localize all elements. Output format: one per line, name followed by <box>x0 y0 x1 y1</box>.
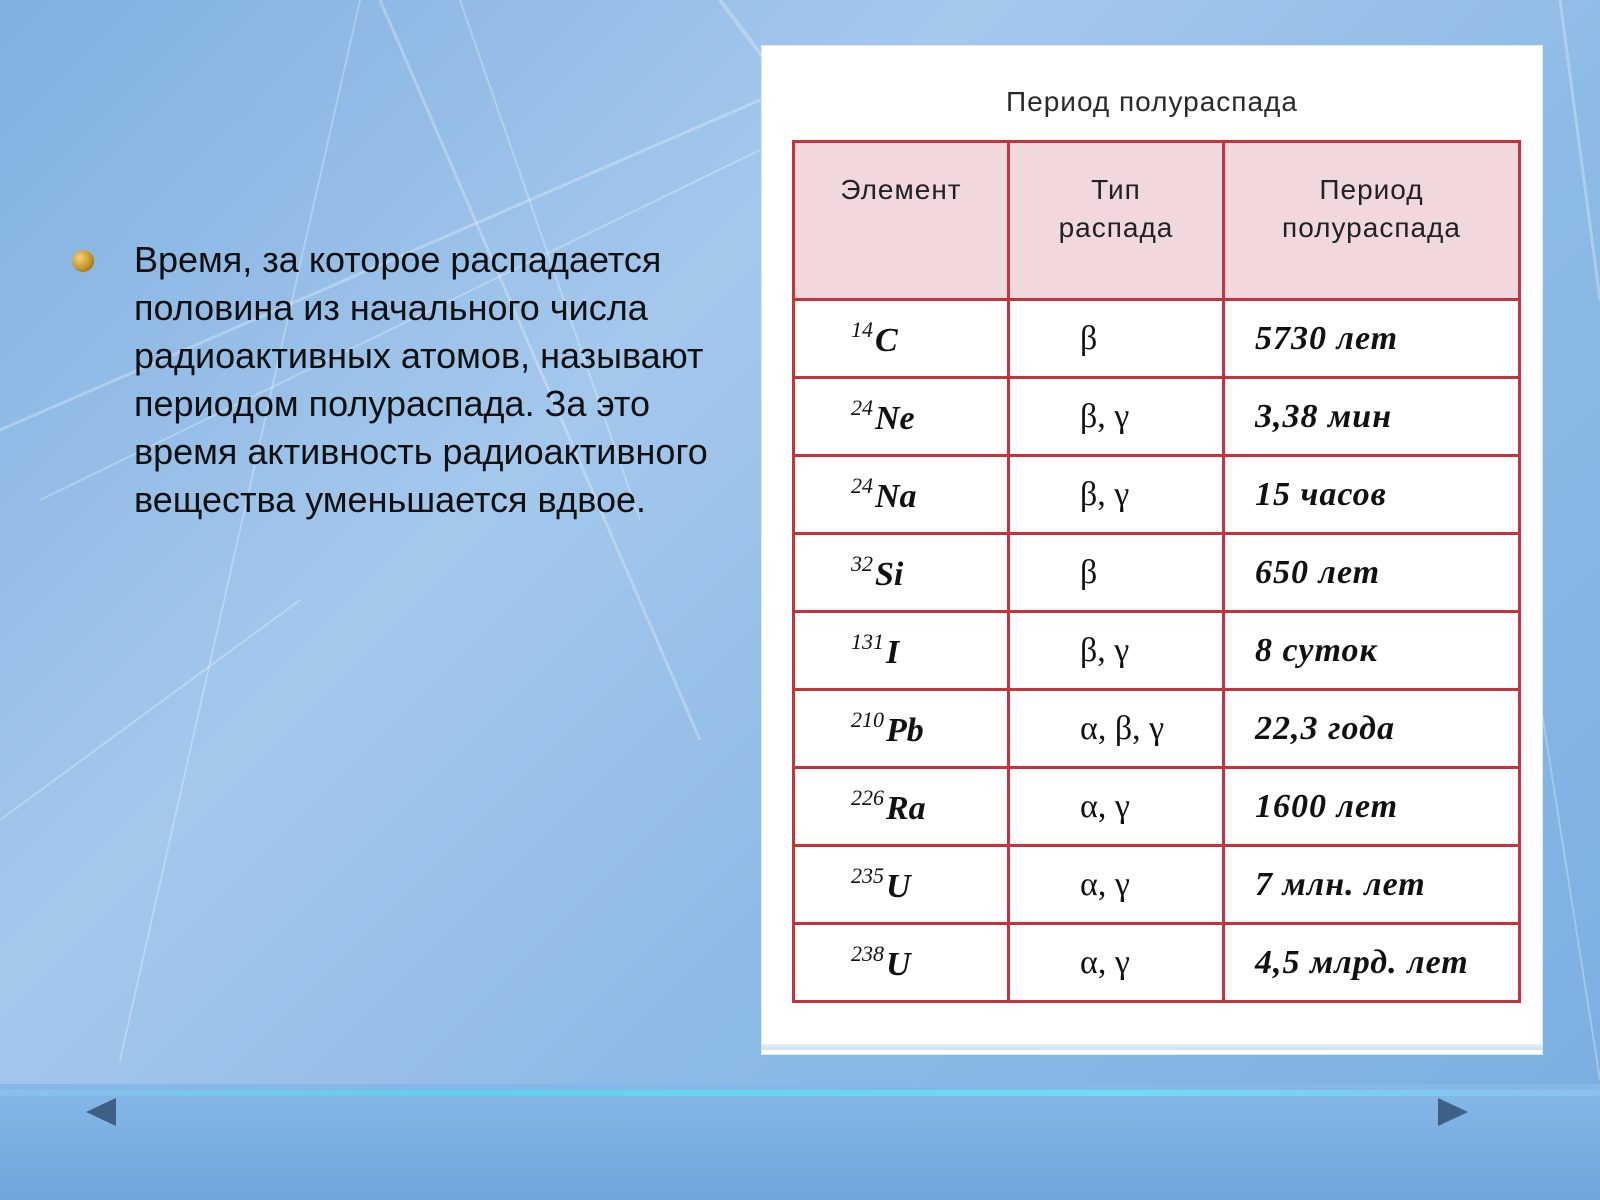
element-cell <box>794 768 1009 846</box>
table-row <box>794 690 1520 768</box>
triangle-left-icon <box>82 1094 122 1130</box>
table-row <box>794 300 1520 378</box>
element-cell <box>794 534 1009 612</box>
element-symbol: Na <box>875 478 917 515</box>
period-cell: 22,3 года <box>1224 690 1520 768</box>
table-title: Период полураспада <box>1006 86 1298 117</box>
period-cell: 650 лет <box>1224 534 1520 612</box>
element-cell <box>794 300 1009 378</box>
table-row <box>794 612 1520 690</box>
element-symbol: U <box>886 868 911 905</box>
header-half-life <box>1224 142 1520 300</box>
table-row <box>794 924 1520 1002</box>
element-symbol: I <box>886 634 900 671</box>
period-cell: 15 часов <box>1224 456 1520 534</box>
decay-cell: α, γ <box>1009 768 1224 846</box>
element-symbol: C <box>875 322 898 359</box>
table-row <box>794 456 1520 534</box>
header-element <box>794 142 1009 300</box>
element-cell <box>794 612 1009 690</box>
decay-cell: α, β, γ <box>1009 690 1224 768</box>
element-symbol: Ne <box>875 400 915 437</box>
table-row <box>794 378 1520 456</box>
bullet-dot-icon <box>72 250 94 272</box>
bullet-text: Время, за которое распадается половина из начального числа радиоактивных атомов, называют периодом полураспада. За это время активность радиоактивного вещества уменьшается вдвое. <box>134 239 708 520</box>
header-decay-type <box>1009 142 1224 300</box>
footer-band <box>0 1084 1600 1200</box>
next-slide-button[interactable] <box>1432 1094 1472 1130</box>
period-cell: 3,38 мин <box>1224 378 1520 456</box>
table-row <box>794 534 1520 612</box>
decay-cell: β, γ <box>1009 612 1224 690</box>
period-cell: 5730 лет <box>1224 300 1520 378</box>
element-cell <box>794 690 1009 768</box>
element-cell <box>794 378 1009 456</box>
mass-number: 32 <box>851 551 873 576</box>
decay-cell: β <box>1009 300 1224 378</box>
previous-slide-button[interactable] <box>82 1094 122 1130</box>
header-period-line1: Период <box>1319 174 1424 205</box>
element-symbol: U <box>886 946 911 983</box>
half-life-table <box>792 140 1521 1003</box>
element-cell <box>794 456 1009 534</box>
table-card <box>762 46 1542 1054</box>
period-cell: 8 суток <box>1224 612 1520 690</box>
mass-number: 24 <box>851 395 873 420</box>
card-shadow-strip <box>762 1044 1542 1050</box>
footer-accent-line <box>0 1090 1600 1096</box>
decay-cell: β, γ <box>1009 456 1224 534</box>
decay-cell: α, γ <box>1009 924 1224 1002</box>
table-header-row <box>794 142 1520 300</box>
bullet-item <box>72 236 732 524</box>
element-symbol: Pb <box>886 712 924 749</box>
mass-number: 238 <box>851 941 884 966</box>
mass-number: 235 <box>851 863 884 888</box>
decay-cell: α, γ <box>1009 846 1224 924</box>
period-cell: 7 млн. лет <box>1224 846 1520 924</box>
decay-cell: β, γ <box>1009 378 1224 456</box>
period-cell: 4,5 млрд. лет <box>1224 924 1520 1002</box>
element-symbol: Ra <box>886 790 926 827</box>
header-decay-line2: распада <box>1058 212 1174 243</box>
mass-number: 210 <box>851 707 884 732</box>
triangle-right-icon <box>1432 1094 1472 1130</box>
header-decay-line1: Тип <box>1091 174 1141 205</box>
table-row <box>794 768 1520 846</box>
mass-number: 131 <box>851 629 884 654</box>
header-period-line2: полураспада <box>1282 212 1461 243</box>
element-cell <box>794 924 1009 1002</box>
mass-number: 24 <box>851 473 873 498</box>
header-element-label: Элемент <box>840 174 962 205</box>
table-row <box>794 846 1520 924</box>
element-symbol: Si <box>875 556 904 593</box>
decay-cell: β <box>1009 534 1224 612</box>
mass-number: 14 <box>851 317 873 342</box>
period-cell: 1600 лет <box>1224 768 1520 846</box>
mass-number: 226 <box>851 785 884 810</box>
element-cell <box>794 846 1009 924</box>
